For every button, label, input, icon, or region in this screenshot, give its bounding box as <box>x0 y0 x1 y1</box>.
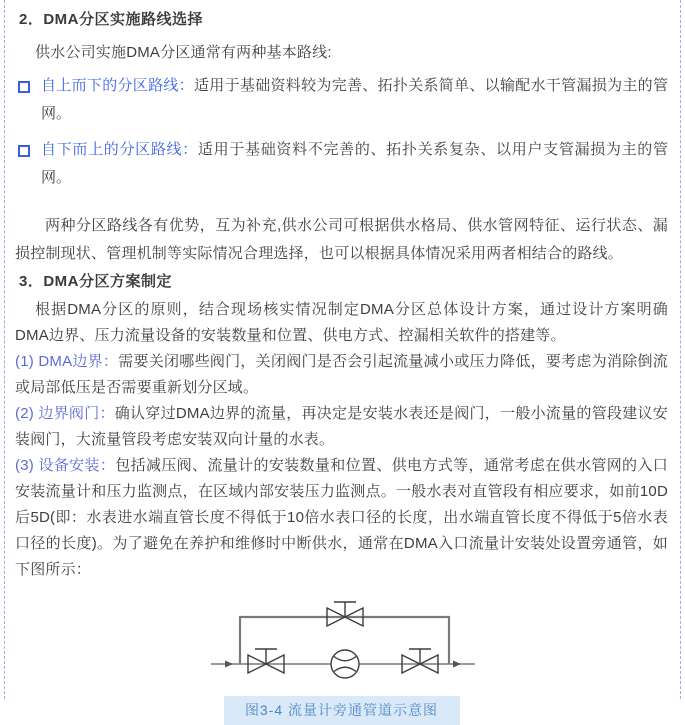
bullet-text: 适用于基础资料不完善的、拓扑关系复杂、以用户支管漏损为主的管网。 <box>41 141 668 186</box>
numbered-item-dma-boundary <box>15 349 668 401</box>
item-label: (1) DMA边界： <box>15 353 119 370</box>
outlet-flow-arrow-icon <box>453 661 461 668</box>
bullet-label: 自上而下的分区路线： <box>41 77 194 94</box>
section-2-intro: 供水公司实施DMA分区通常有两种基本路线: <box>35 44 332 61</box>
item-text: 需要关闭哪些阀门，关闭阀门是否会引起流量减小或压力降低，要考虑为消除倒流或局部低压是否需要重新划分区域。 <box>15 353 668 396</box>
section-dma-plan-formulation <box>15 268 668 583</box>
square-bullet-icon <box>18 145 30 157</box>
bullet-text: 适用于基础资料较为完善、拓扑关系简单、以输配水干管漏损为主的管网。 <box>41 77 668 122</box>
square-bullet-icon <box>18 81 30 93</box>
bypass-pipe-diagram-svg <box>15 593 678 689</box>
figure-bypass-pipeline <box>15 593 668 725</box>
numbered-item-equipment-install <box>15 453 668 583</box>
inlet-flow-arrow-icon <box>225 661 233 668</box>
bypass-pipe-diagram <box>15 593 678 689</box>
section-dma-route-selection <box>15 6 668 268</box>
list-item-top-down-route <box>15 72 668 128</box>
numbered-item-boundary-valve <box>15 401 668 453</box>
item-text: 包括减压阀、流量计的安装数量和位置、供电方式等，通常考虑在供水管网的入口安装流量计和压力监测点，在区域内部安装压力监测点。一般水表对直管段有相应要求，如前10D后5D(即：水表进水端直管长度不得低于10倍水表口径的长度，出水端直管长度不得低于5倍水表口径的长度)。为了避免在养护和维修时中断供水，通常在DMA入口流量计安装处设置旁通管，如下图所示： <box>15 457 668 578</box>
item-label: (3) 设备安装： <box>15 457 116 474</box>
bypass-valve-icon <box>327 602 363 626</box>
section-2-heading: 2．DMA分区实施路线选择 <box>19 11 204 28</box>
bullet-label: 自下而上的分区路线： <box>41 141 198 158</box>
left-gate-valve-icon <box>248 649 284 673</box>
document-page <box>4 0 681 718</box>
flow-meter-icon <box>331 650 359 678</box>
item-text: 确认穿过DMA边界的流量，再决定是安装水表还是阀门，一般小流量的管段建议安装阀门，大流量管段考虑安装双向计量的水表。 <box>15 405 668 448</box>
document-body <box>5 0 680 725</box>
section-2-summary: 两种分区路线各有优势，互为补充,供水公司可根据供水格局、供水管网特征、运行状态、漏损控制现状、管理机制等实际情况合理选择，也可以根据具体情况采用两者相结合的路线。 <box>15 217 668 262</box>
item-label: (2) 边界阀门： <box>15 405 115 422</box>
section-3-intro: 根据DMA分区的原则，结合现场核实情况制定DMA分区总体设计方案，通过设计方案明确DMA边界、压力流量设备的安装数量和位置、供电方式、控漏相关软件的搭建等。 <box>15 301 668 344</box>
figure-caption: 图3-4 流量计旁通管道示意图 <box>224 696 460 725</box>
route-bullet-list <box>15 72 668 192</box>
section-3-heading: 3．DMA分区方案制定 <box>19 273 173 290</box>
list-item-bottom-up-route <box>15 136 668 192</box>
right-gate-valve-icon <box>402 649 438 673</box>
